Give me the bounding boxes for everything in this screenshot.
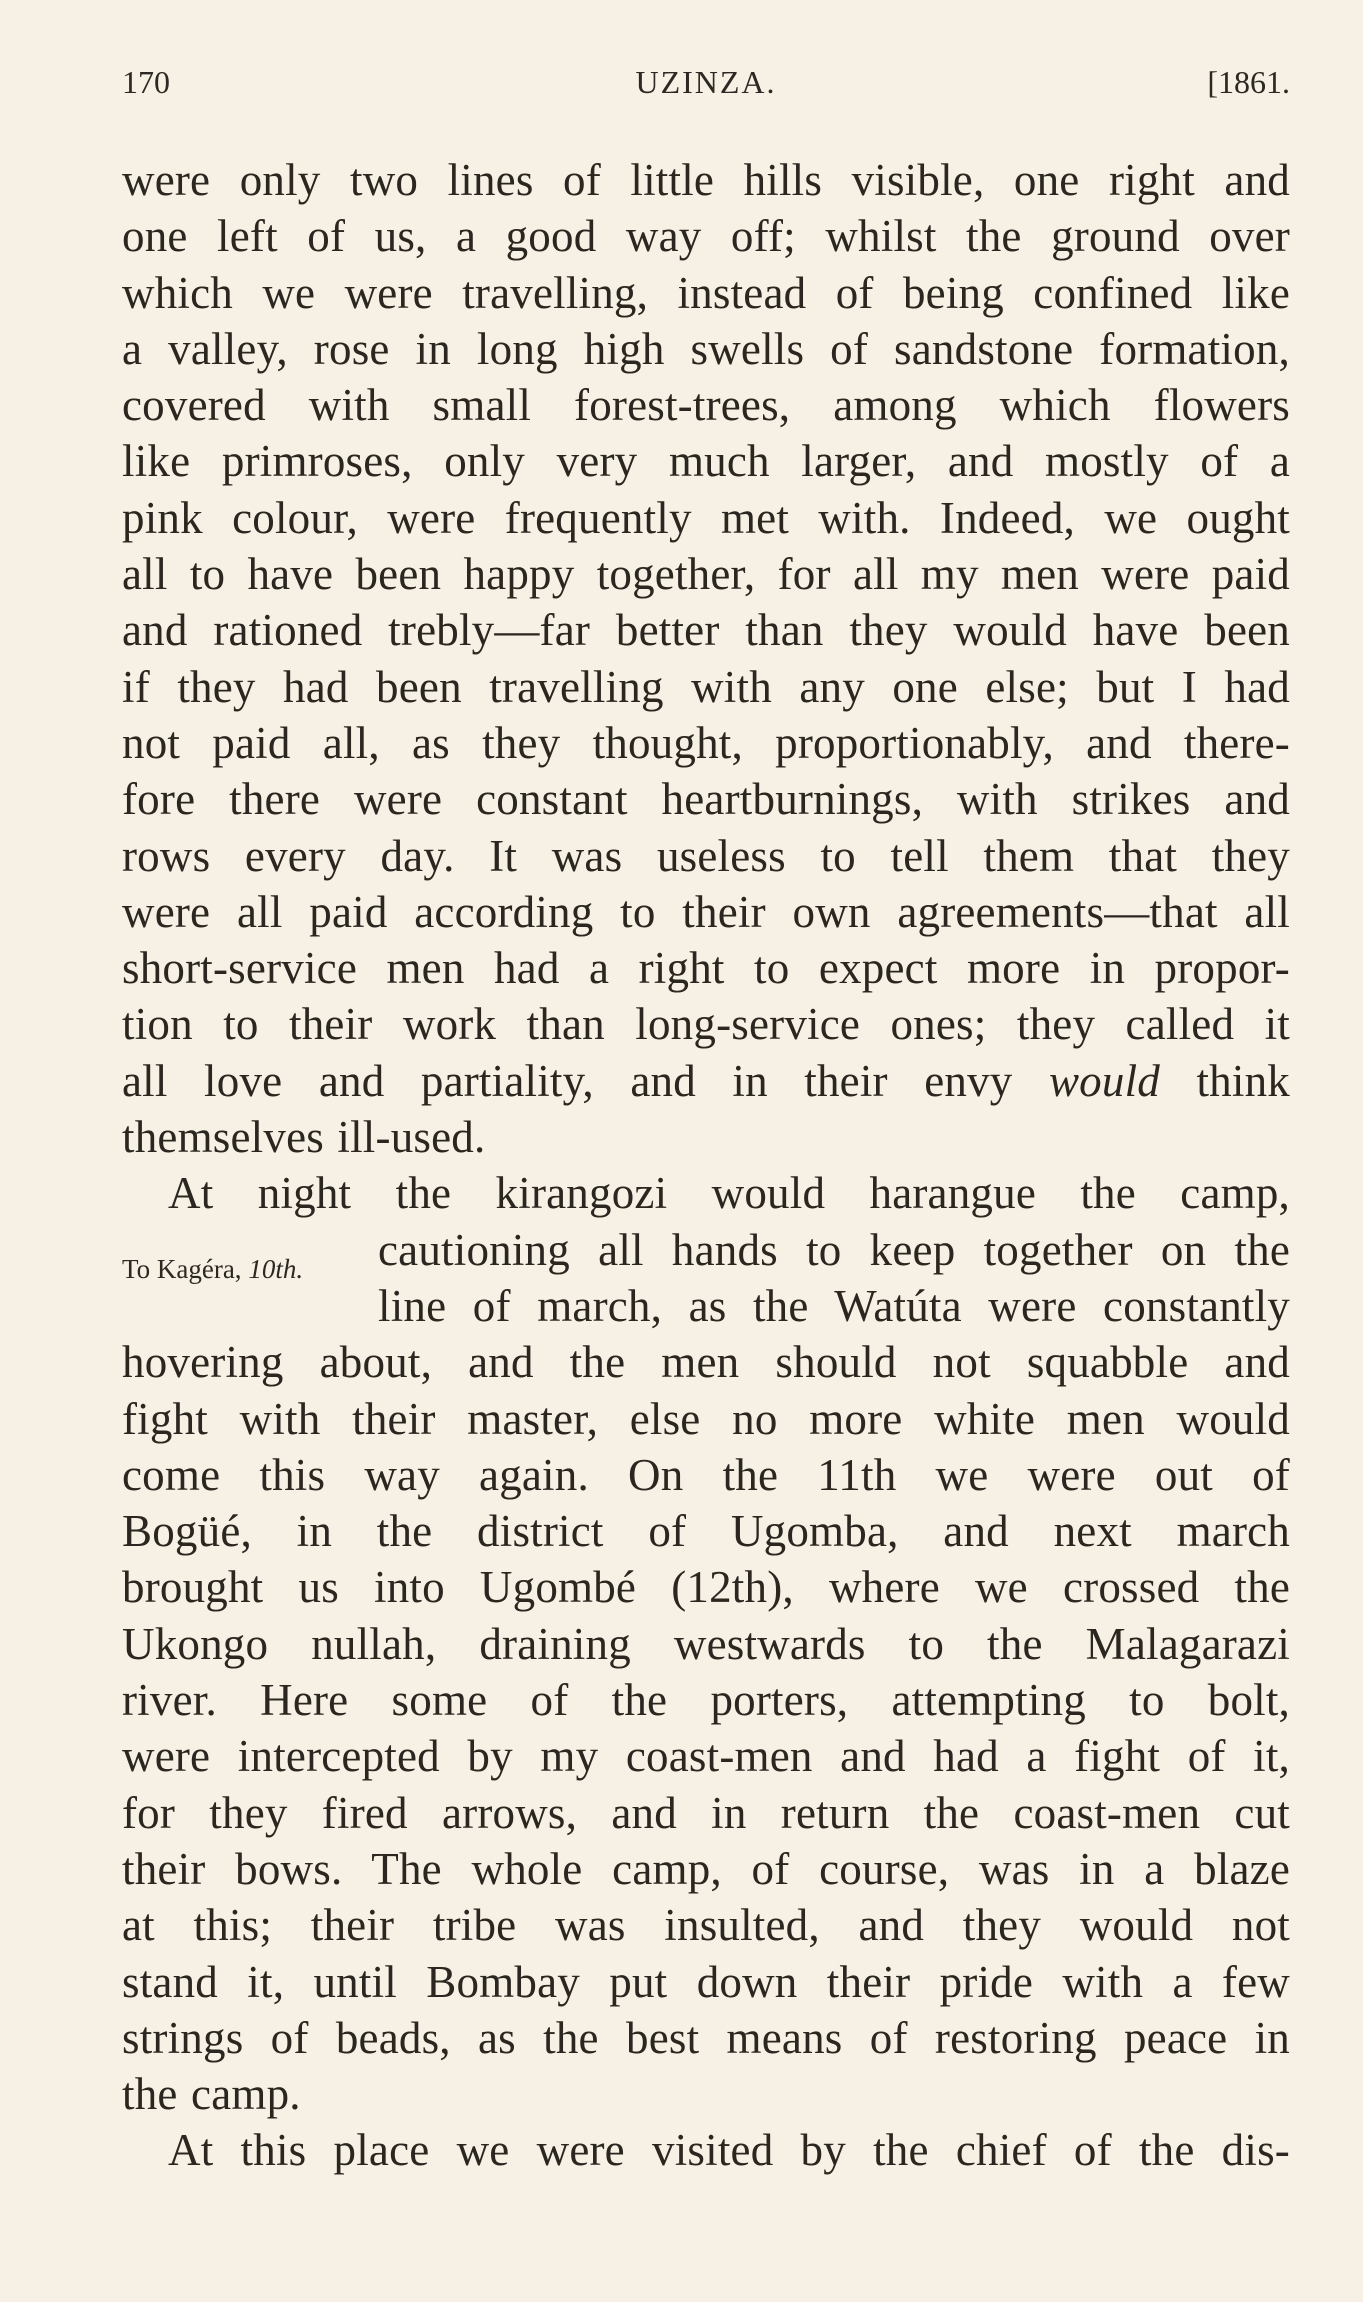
body-text (122, 152, 1290, 2179)
text-line: were only two lines of little hills visible, one right and (122, 155, 1290, 205)
text-line: which we were travelling, instead of being confined like (122, 267, 1290, 318)
text-line: were all paid according to their own agreements—that all (122, 886, 1290, 937)
text-line: at this; their tribe was insulted, and they would not (122, 1900, 1290, 1951)
text-line: stand it, until Bombay put down their pride with a few (122, 1956, 1290, 2007)
text-line: pink colour, were frequently met with. Indeed, we ought (122, 492, 1290, 543)
text-line: fore there were constant heartburnings, with strikes and (122, 774, 1290, 825)
text-line: strings of beads, as the best means of restoring peace in (122, 2012, 1290, 2063)
text-line: Ukongo nullah, draining westwards to the Malagarazi (122, 1618, 1290, 1669)
text-line: like primroses, only very much larger, and mostly of a (122, 436, 1290, 487)
margin-note-place: To Kagéra, (122, 1254, 242, 1284)
text-line-emphasis (122, 1053, 1290, 1109)
text-line: covered with small forest-trees, among which flowers (122, 380, 1290, 431)
page-number: 170 (122, 64, 170, 100)
text-line: river. Here some of the porters, attempting to bolt, (122, 1675, 1290, 1726)
italic-word: would (1048, 1055, 1160, 1106)
text-line: Bogüé, in the district of Ugomba, and next march (122, 1506, 1290, 1557)
page-header (122, 64, 1290, 108)
text-line: not paid all, as they thought, proportionably, and there- (122, 717, 1290, 768)
text-line: brought us into Ugombé (12th), where we crossed the (122, 1562, 1290, 1613)
paragraph-end-line: themselves ill-used. (122, 1112, 486, 1163)
text-line: were intercepted by my coast-men and had a fight of it, (122, 1731, 1290, 1782)
text-line: for they fired arrows, and in return the coast-men cut (122, 1787, 1290, 1838)
paragraph-start-line: At night the kirangozi would harangue the camp, (168, 1168, 1290, 1219)
paragraph-end-line: the camp. (122, 2069, 301, 2120)
text-line-beside-note: line of march, as the Watúta were constantly (378, 1280, 1290, 1331)
text-line: a valley, rose in long high swells of sandstone formation, (122, 323, 1290, 374)
running-title: UZINZA. (635, 64, 777, 100)
text-line: their bows. The whole camp, of course, was in a blaze (122, 1843, 1290, 1894)
margin-note-date: 10th. (248, 1254, 304, 1284)
text-line: come this way again. On the 11th we were out of (122, 1449, 1290, 1500)
paragraph-start-line: At this place we were visited by the chief of the dis- (168, 2125, 1290, 2176)
text-line: all to have been happy together, for all my men were paid (122, 549, 1290, 600)
text-line: one left of us, a good way off; whilst the ground over (122, 211, 1290, 262)
header-year: [1861. (1207, 64, 1290, 100)
text-segment: all love and partiality, and in their envy (122, 1055, 1049, 1106)
text-line: fight with their master, else no more white men would (122, 1393, 1290, 1444)
text-line: and rationed trebly—far better than they would have been (122, 605, 1290, 656)
text-line: rows every day. It was useless to tell them that they (122, 830, 1290, 881)
text-line: hovering about, and the men should not squabble and (122, 1337, 1290, 1388)
text-line-beside-note: cautioning all hands to keep together on the (378, 1224, 1290, 1275)
text-line: tion to their work than long-service ones; they called it (122, 999, 1290, 1050)
text-line: if they had been travelling with any one else; but I had (122, 661, 1290, 712)
text-segment: think (1160, 1055, 1290, 1106)
text-line: short-service men had a right to expect more in propor- (122, 943, 1290, 994)
